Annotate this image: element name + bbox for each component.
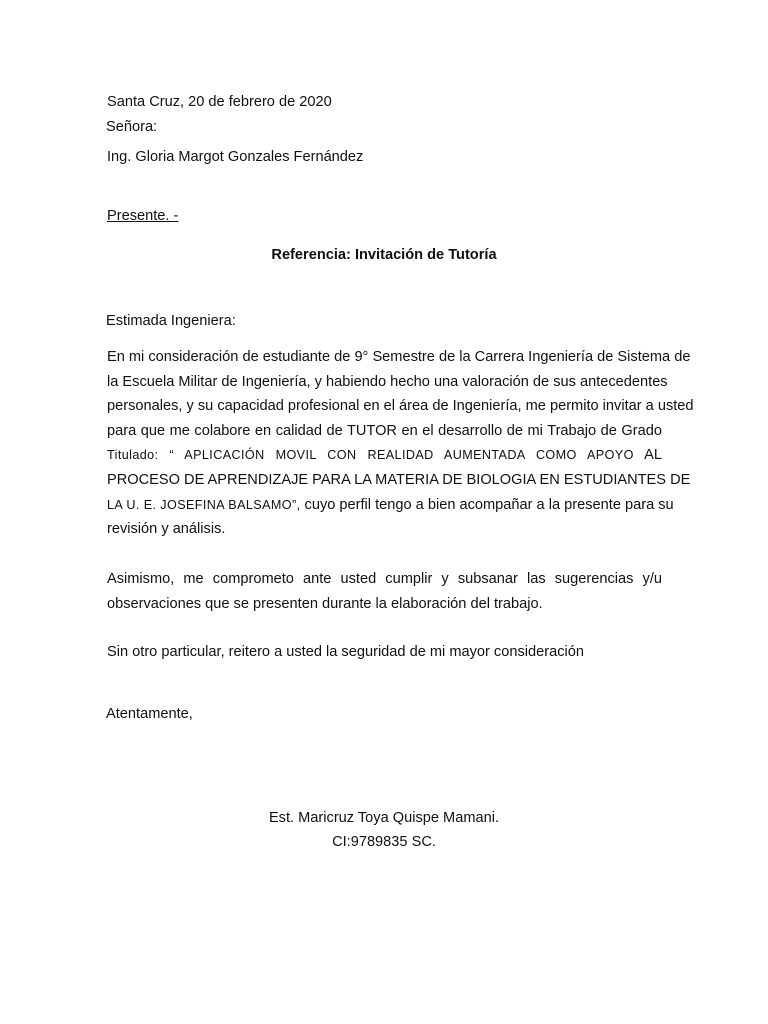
body-paragraph-1 bbox=[107, 345, 694, 542]
titled-suffix: AL bbox=[644, 447, 663, 464]
title-line-3 bbox=[107, 493, 674, 518]
body-line: En mi consideración de estudiante de 9° Semestre de la Carrera Ingeniería de Sistema de bbox=[107, 349, 691, 365]
title-line-2: PROCESO DE APRENDIZAJE PARA LA MATERIA DE BIOLOGIA EN ESTUDIANTES DE bbox=[107, 471, 691, 488]
body-line: Asimismo, me comprometo ante usted cumplir y subsanar las sugerencias y/u bbox=[107, 571, 662, 587]
title-line-3-suffix: cuyo perfil tengo a bien acompañar a la presente para su bbox=[304, 496, 674, 513]
body-paragraph-2 bbox=[107, 567, 662, 616]
recipient-name: Ing. Gloria Margot Gonzales Fernández bbox=[107, 149, 364, 165]
body-line: personales, y su capacidad profesional en el área de Ingeniería, me permito invitar a usted bbox=[107, 398, 694, 415]
reference-line: Referencia: Invitación de Tutoría bbox=[271, 247, 497, 263]
body-line: revisión y análisis. bbox=[107, 521, 226, 538]
body-line: la Escuela Militar de Ingeniería, y habiendo hecho una valoración de sus antecedentes bbox=[107, 373, 668, 390]
body-line: para que me colabore en calidad de TUTOR en el desarrollo de mi Trabajo de Grado bbox=[107, 422, 662, 439]
body-line: observaciones que se presenten durante la elaboración del trabajo. bbox=[107, 595, 543, 612]
body-paragraph-3: Sin otro particular, reitero a usted la seguridad de mi mayor consideración bbox=[107, 644, 584, 660]
title-line-3-prefix: LA U. E. JOSEFINA BALSAMO”, bbox=[107, 497, 301, 512]
closing: Atentamente, bbox=[106, 706, 193, 722]
signature-name: Est. Maricruz Toya Quispe Mamani. bbox=[268, 810, 500, 826]
titled-prefix: Titulado: “ APLICACIÓN MOVIL CON REALIDAD AUMENTADA COMO APOYO bbox=[107, 448, 634, 463]
titled-line bbox=[107, 443, 662, 468]
presente-line: Presente. - bbox=[107, 208, 179, 224]
date-line: Santa Cruz, 20 de febrero de 2020 bbox=[107, 94, 332, 110]
greeting: Estimada Ingeniera: bbox=[106, 313, 236, 329]
signature-ci: CI:9789835 SC. bbox=[332, 834, 436, 850]
salutation: Señora: bbox=[106, 119, 158, 135]
